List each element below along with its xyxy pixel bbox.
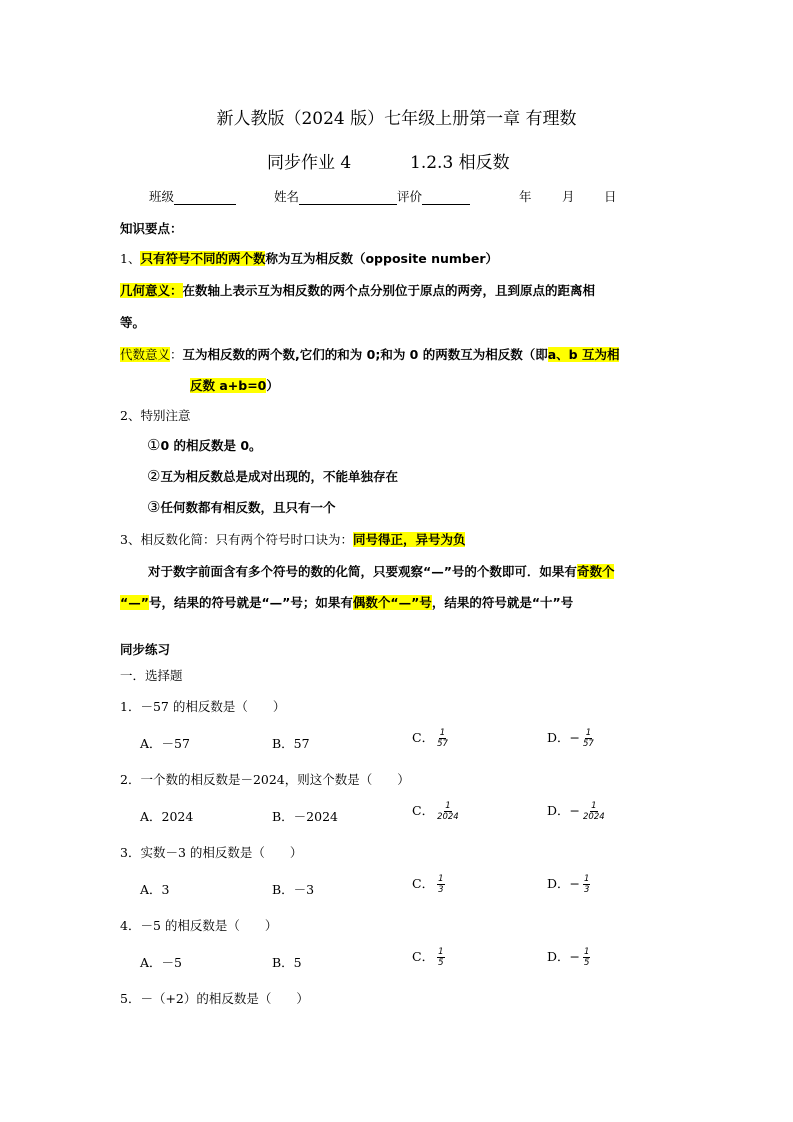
q2-option-d[interactable] bbox=[547, 801, 605, 822]
denominator: 5 bbox=[438, 958, 444, 968]
point-3-highlight: 同号得正，异号为负 bbox=[352, 532, 466, 547]
note-3-text: 任何数都有相反数，且只有一个 bbox=[160, 500, 336, 515]
q1-option-c[interactable] bbox=[412, 728, 448, 749]
fraction bbox=[583, 728, 594, 749]
question-5-stem: 5．－（+2）的相反数是（ ） bbox=[120, 991, 309, 1006]
numerator: 1 bbox=[584, 947, 590, 957]
class-field[interactable] bbox=[174, 191, 236, 205]
date-day: 日 bbox=[604, 189, 617, 204]
point-number: 1、 bbox=[120, 251, 141, 266]
practice-heading: 同步练习 bbox=[120, 642, 171, 657]
page-title: 新人教版（2024 版）七年级上册第一章 有理数 bbox=[216, 109, 577, 129]
numerator: 1 bbox=[591, 801, 597, 811]
section-title: 一．选择题 bbox=[120, 668, 183, 683]
fraction bbox=[437, 874, 444, 895]
fraction bbox=[583, 801, 605, 822]
numerator: 1 bbox=[445, 801, 451, 811]
geo-text-cont: 等。 bbox=[120, 315, 146, 330]
rule-highlight-minus: “—” bbox=[120, 595, 149, 610]
denominator: 2024 bbox=[583, 812, 605, 822]
class-label: 班级 bbox=[149, 189, 175, 204]
knowledge-heading: 知识要点： bbox=[120, 221, 183, 236]
info-line bbox=[149, 187, 470, 205]
option-label: C． bbox=[412, 876, 435, 891]
numerator: 1 bbox=[439, 728, 446, 738]
point-text: 称为互为相反数（opposite number） bbox=[265, 251, 498, 266]
knowledge-point-1 bbox=[120, 249, 498, 267]
fraction bbox=[437, 947, 444, 968]
date-year: 年 bbox=[519, 189, 532, 204]
rule-highlight-even: 偶数个“—”号 bbox=[352, 595, 432, 610]
note-3 bbox=[147, 498, 335, 516]
q2-option-c[interactable] bbox=[412, 801, 459, 822]
eval-field[interactable] bbox=[422, 191, 470, 205]
q4-option-b[interactable]: B．5 bbox=[272, 955, 302, 970]
q2-option-a[interactable]: A．2024 bbox=[140, 809, 194, 824]
rule-highlight-odd: 奇数个 bbox=[576, 564, 615, 579]
question-1-stem: 1．－57 的相反数是（ ） bbox=[120, 699, 286, 714]
numerator: 1 bbox=[584, 874, 590, 884]
circle-2-icon: ② bbox=[147, 467, 161, 485]
note-1 bbox=[147, 436, 262, 454]
rule-text-3: ，结果的符号就是“十”号 bbox=[431, 595, 574, 610]
option-label: C． bbox=[412, 730, 435, 745]
knowledge-point-3 bbox=[120, 530, 465, 548]
denominator: 57 bbox=[437, 739, 448, 749]
name-label: 姓名 bbox=[273, 189, 299, 204]
page-subtitle-left: 同步作业 4 bbox=[267, 153, 352, 173]
option-label: C． bbox=[412, 949, 435, 964]
question-2-stem: 2．一个数的相反数是－2024，则这个数是（ ） bbox=[120, 772, 410, 787]
alg-text: 互为相反数的两个数,它们的和为 0;和为 0 的两数互为相反数（即 bbox=[182, 347, 548, 362]
highlight-text: 只有符号不同的两个数 bbox=[140, 251, 266, 266]
denominator: 3 bbox=[438, 885, 444, 895]
q1-option-b[interactable]: B．57 bbox=[272, 736, 310, 751]
q2-option-b[interactable]: B．－2024 bbox=[272, 809, 338, 824]
knowledge-point-2: 2、特别注意 bbox=[120, 408, 191, 423]
option-label: D．− bbox=[547, 803, 580, 818]
rule-text: 对于数字前面含有多个符号的数的化简，只要观察“—”号的个数即可．如果有 bbox=[148, 564, 577, 579]
algebraic-meaning bbox=[120, 345, 619, 363]
numerator: 1 bbox=[438, 947, 444, 957]
rule-text-2: 号，结果的符号就是“—”号；如果有 bbox=[148, 595, 353, 610]
simplify-rule-line-1 bbox=[148, 562, 614, 580]
page-subtitle-right: 1.2.3 相反数 bbox=[410, 153, 510, 173]
geo-label: 几何意义： bbox=[120, 283, 183, 298]
q4-option-d[interactable] bbox=[547, 947, 590, 968]
alg-label: 代数意义 bbox=[120, 347, 171, 362]
option-label: D．− bbox=[547, 730, 580, 745]
date-month: 月 bbox=[562, 189, 575, 204]
q3-option-a[interactable]: A．3 bbox=[140, 882, 170, 897]
q3-option-c[interactable] bbox=[412, 874, 445, 895]
question-4-stem: 4．－5 的相反数是（ ） bbox=[120, 918, 278, 933]
q4-option-c[interactable] bbox=[412, 947, 445, 968]
denominator: 2024 bbox=[437, 812, 459, 822]
q3-option-d[interactable] bbox=[547, 874, 590, 895]
q1-option-d[interactable] bbox=[547, 728, 594, 749]
fraction bbox=[583, 874, 590, 895]
option-label: C． bbox=[412, 803, 435, 818]
name-field[interactable] bbox=[299, 191, 397, 205]
denominator: 3 bbox=[584, 885, 590, 895]
fraction bbox=[583, 947, 590, 968]
alg-highlight-1: a、b 互为相 bbox=[547, 347, 620, 362]
question-3-stem: 3．实数－3 的相反数是（ ） bbox=[120, 845, 303, 860]
point-3-text: 3、相反数化简：只有两个符号时口诀为： bbox=[120, 532, 353, 547]
denominator: 5 bbox=[584, 958, 590, 968]
note-1-text: 0 的相反数是 0。 bbox=[160, 438, 262, 453]
option-label: D．− bbox=[547, 949, 580, 964]
q1-option-a[interactable]: A．－57 bbox=[140, 736, 190, 751]
q3-option-b[interactable]: B．－3 bbox=[272, 882, 315, 897]
numerator: 1 bbox=[585, 728, 592, 738]
note-2-text: 互为相反数总是成对出现的，不能单独存在 bbox=[160, 469, 398, 484]
simplify-rule-line-2 bbox=[120, 593, 573, 611]
circle-3-icon: ③ bbox=[147, 498, 161, 516]
option-label: D．− bbox=[547, 876, 580, 891]
geo-text: 在数轴上表示互为相反数的两个点分别位于原点的两旁，且到原点的距离相 bbox=[182, 283, 596, 298]
algebraic-meaning-cont bbox=[190, 376, 279, 394]
eval-label: 评价 bbox=[397, 189, 423, 204]
q4-option-a[interactable]: A．－5 bbox=[140, 955, 182, 970]
alg-close: ） bbox=[266, 378, 279, 393]
denominator: 57 bbox=[583, 739, 594, 749]
circle-1-icon: ① bbox=[147, 436, 161, 454]
fraction bbox=[437, 728, 448, 749]
numerator: 1 bbox=[438, 874, 444, 884]
note-2 bbox=[147, 467, 398, 485]
alg-colon: ： bbox=[170, 347, 183, 362]
geometric-meaning bbox=[120, 281, 595, 299]
fraction bbox=[437, 801, 459, 822]
alg-highlight-2: 反数 a+b=0 bbox=[190, 378, 267, 393]
